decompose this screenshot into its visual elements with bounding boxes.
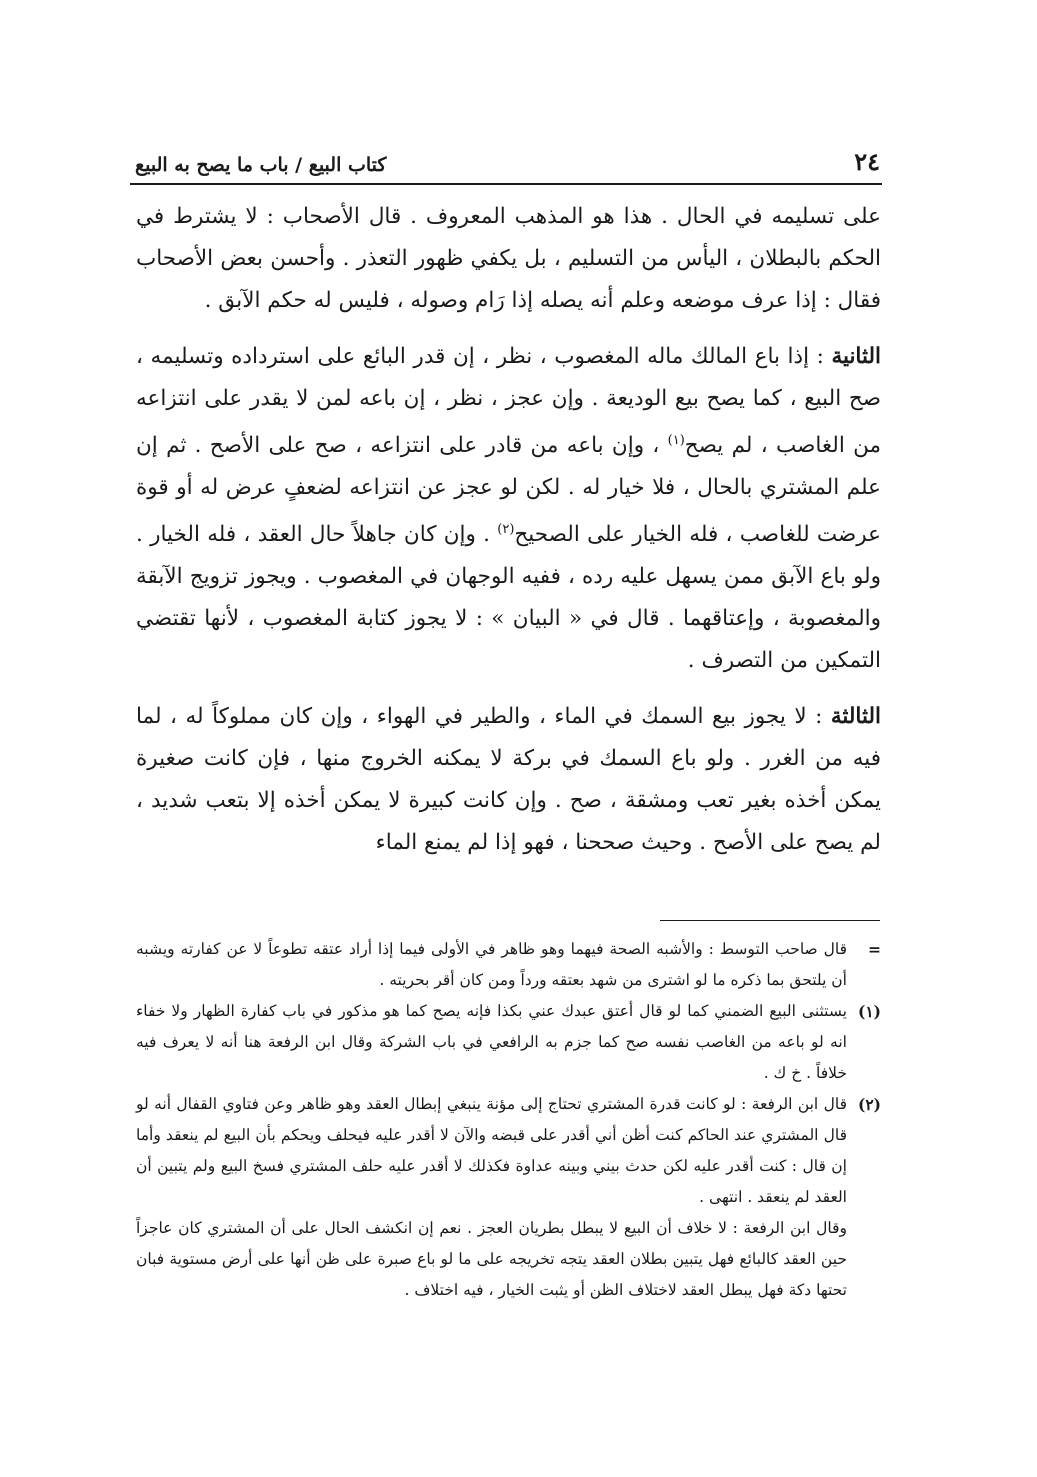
paragraph-2 xyxy=(136,336,881,682)
footnote-ref-2: (٢) xyxy=(497,522,515,538)
paragraph-2-text-b: ، وإن باعه من قادر على انتزاعه ، صح على الأصح . ثم إن علم المشتري بالحال ، فلا خيار له . لكن لو عجز عن انتزاعه لضعفٍ عرض له أو قوة عرضت للغاصب ، فله الخيار على الصحيح xyxy=(136,433,881,548)
page-header xyxy=(135,140,880,176)
footnote-marker: (١) xyxy=(857,1002,881,1021)
footnote-text: يستثنى البيع الضمني كما لو قال أعتق عبدك عني بكذا فإنه يصح كما هو مذكور في باب كفارة الظهار ولا خفاء انه لو باعه من الغاصب نفسه صح كما جزم به الرافعي في باب الشركة وقال ابن الرفعة هنا أنه لا يعرف فيه خلافاً . خ ك . xyxy=(136,1002,847,1082)
footnote-2-continuation: وقال ابن الرفعة : لا خلاف أن البيع لا يبطل بطريان العجز . نعم إن انكشف الحال على أن المشتري كان عاجزاً حين العقد كالبائع فهل يتبين بطلان العقد يتجه تخريجه على ما لو باع صبرة على ظن أنها على أرض مستوية فبان تحتها دكة فهل يبطل العقد لاختلاف الظن أو يثبت الخيار ، فيه اختلاف . xyxy=(136,1219,847,1299)
footnote-ref-1: (١) xyxy=(667,433,685,448)
header-divider xyxy=(130,183,882,185)
footnote-divider xyxy=(660,920,880,921)
main-text xyxy=(136,196,881,878)
running-title: كتاب البيع / باب ما يصح به البيع xyxy=(135,154,387,176)
paragraph-1-text: على تسليمه في الحال . هذا هو المذهب المعروف . قال الأصحاب : لا يشترط في الحكم بالبطلان ، اليأس من التسليم ، بل يكفي ظهور التعذر . وأحسن بعض الأصحاب فقال : إذا عرف موضعه وعلم أنه يصله إذا رَام وصوله ، فليس له حكم الآبق . xyxy=(136,204,881,313)
footnotes xyxy=(136,934,881,1306)
footnote-marker: = xyxy=(868,940,881,959)
page-number: ٢٤ xyxy=(854,147,880,176)
paragraph-2-text-a: : إذا باع المالك ماله المغصوب ، نظر ، إن قدر البائع على استرداده وتسليمه ، صح البيع ، كما يصح بيع الوديعة . وإن عجز ، نظر ، إن باعه لمن لا يقدر على انتزاعه من الغاصب ، لم يصح xyxy=(136,344,881,459)
footnote-continued xyxy=(136,934,881,996)
paragraph-1 xyxy=(136,196,881,322)
paragraph-3 xyxy=(136,696,881,864)
paragraph-3-text: : لا يجوز بيع السمك في الماء ، والطير في الهواء ، وإن كان مملوكاً له ، لما فيه من الغرر . ولو باع السمك في بركة لا يمكنه الخروج منها ، فإن كانت صغيرة يمكن أخذه بغير تعب ومشقة ، صح . وإن كانت كبيرة لا يمكن أخذه إلا بتعب شديد ، لم يصح على الأصح . وحيث صححنا ، فهو إذا لم يمنع الماء xyxy=(136,704,881,856)
paragraph-2-lead: الثانية xyxy=(831,344,881,369)
footnote-marker: (٢) xyxy=(857,1095,881,1114)
paragraph-2-text-c: . وإن كان جاهلاً حال العقد ، فله الخيار . ولو باع الآبق ممن يسهل عليه رده ، ففيه الوجهان في المغصوب . ويجوز تزويج الآبقة والمغصوبة ، وإعتاقهما . قال في « البيان » : لا يجوز كتابة المغصوب ، لأنها تقتضي التمكين من التصرف . xyxy=(136,522,881,674)
paragraph-3-lead: الثالثة xyxy=(830,704,881,730)
footnote-2 xyxy=(136,1089,881,1213)
footnote-1 xyxy=(136,996,881,1089)
footnote-text: قال ابن الرفعة : لو كانت قدرة المشتري تحتاج إلى مؤنة ينبغي إبطال العقد وهو ظاهر وعن فتاوي القفال أنه لو قال المشتري عند الحاكم كنت أظن أني أقدر على قبضه والآن لا أقدر عليه فيحلف ويحكم بأن البيع لم ينعقد وأما إن قال : كنت أقدر عليه لكن حدث بيني وبينه عداوة فكذلك لا أقدر عليه حلف المشتري فسخ البيع ولم يتبين أن العقد لم ينعقد . انتهى . xyxy=(136,1095,847,1206)
footnote-text: قال صاحب التوسط : والأشبه الصحة فيهما وهو ظاهر في الأولى فيما إذا أراد عتقه تطوعاً لا عن كفارته ويشبه أن يلتحق بما ذكره ما لو اشترى من شهد بعتقه ورداً ومن كان أقر بحريته . xyxy=(136,940,847,989)
